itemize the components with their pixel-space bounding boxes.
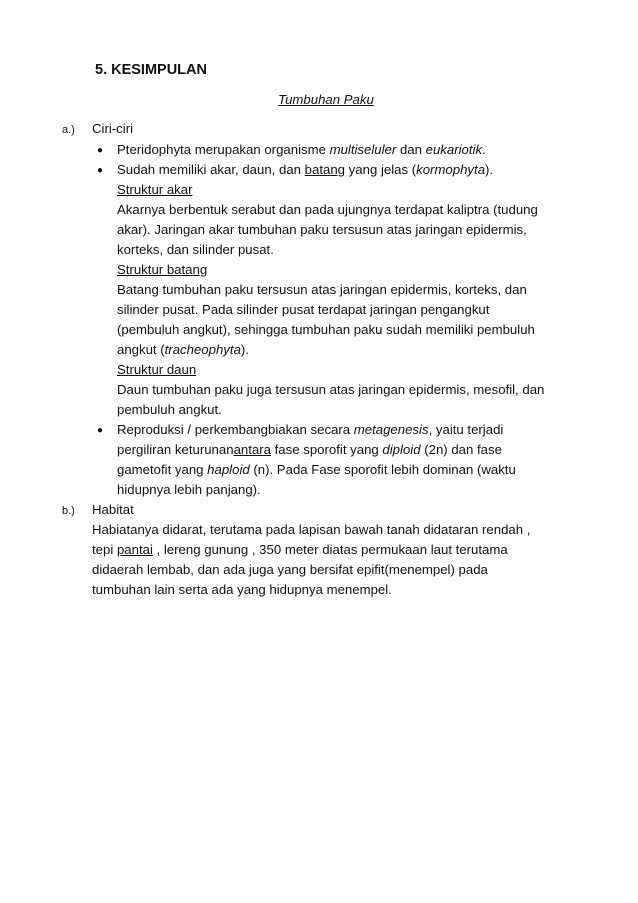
text-run: , yaitu terjadi <box>428 422 504 437</box>
paragraph-line: Habiatanya didarat, terutama pada lapisan bawah tanah didataran rendah , <box>92 522 531 537</box>
paragraph-line: (pembuluh angkut), sehingga tumbuhan paku sudah memiliki pembuluh <box>117 322 535 337</box>
struktur-batang-label: Struktur batang <box>117 262 208 277</box>
italic-term: tracheophyta <box>164 342 241 357</box>
paragraph-line: pembuluh angkut. <box>117 402 222 417</box>
bullet-dot: ● <box>97 145 104 156</box>
text-run: (n). Pada Fase sporofit lebih dominan (waktu <box>249 462 516 477</box>
underlined-term: pantai <box>116 542 153 557</box>
paragraph-line: akar). Jaringan akar tumbuhan paku tersusun atas jaringan epidermis, <box>117 222 527 237</box>
italic-term: eukariotik <box>425 142 483 157</box>
struktur-akar-label: Struktur akar <box>117 182 193 197</box>
underlined-term: batang <box>304 162 346 177</box>
text-run: ). <box>485 162 494 177</box>
bullet-3-line: hidupnya lebih panjang). <box>117 482 261 497</box>
italic-term: kormophyta <box>416 162 486 177</box>
text-run: (2n) dan fase <box>420 442 502 457</box>
italic-term: metagenesis <box>353 422 429 437</box>
paragraph-line <box>117 340 249 360</box>
text-run: Reproduksi / perkembangbiakan secara <box>117 422 354 437</box>
text-run: pergiliran keturunan <box>117 442 234 457</box>
paragraph-line: Akarnya berbentuk serabut dan pada ujungnya terdapat kaliptra (tudung <box>117 202 538 217</box>
bullet-dot: ● <box>97 165 104 176</box>
text-run: angkut ( <box>117 342 165 357</box>
bullet-3-line <box>117 460 516 480</box>
section-a-marker: a.) <box>62 124 75 136</box>
struktur-daun-label: Struktur daun <box>117 362 197 377</box>
section-a-title: Ciri-ciri <box>92 121 134 136</box>
text-run: , lereng gunung , 350 meter diatas permukaan laut terutama <box>152 542 508 557</box>
text-run: . <box>482 142 486 157</box>
section-b-title: Habitat <box>92 502 134 517</box>
bullet-dot: ● <box>97 425 104 436</box>
document-subtitle: Tumbuhan Paku <box>278 92 374 107</box>
text-run: fase sporofit yang <box>270 442 383 457</box>
italic-term: diploid <box>382 442 421 457</box>
bullet-2-text <box>117 160 493 180</box>
paragraph-line: Daun tumbuhan paku juga tersusun atas jaringan epidermis, mesofil, dan <box>117 382 545 397</box>
italic-term: multiseluler <box>329 142 397 157</box>
bullet-1-text <box>117 140 486 160</box>
text-run: yang jelas ( <box>345 162 417 177</box>
text-run: tepi <box>92 542 117 557</box>
underlined-term: antara <box>233 442 271 457</box>
bullet-3-line <box>117 440 502 460</box>
section-heading: 5. KESIMPULAN <box>95 62 207 78</box>
paragraph-line: silinder pusat. Pada silinder pusat terdapat jaringan pengangkut <box>117 302 490 317</box>
text-run: Pteridophyta merupakan organisme <box>117 142 330 157</box>
text-run: dan <box>396 142 426 157</box>
paragraph-line: Batang tumbuhan paku tersusun atas jaringan epidermis, korteks, dan <box>117 282 527 297</box>
bullet-3-line <box>117 420 503 440</box>
paragraph-line: tumbuhan lain serta ada yang hidupnya menempel. <box>92 582 392 597</box>
text-run: gametofit yang <box>117 462 208 477</box>
paragraph-line: didaerah lembab, dan ada juga yang bersifat epifit(menempel) pada <box>92 562 488 577</box>
italic-term: haploid <box>207 462 250 477</box>
text-run: ). <box>240 342 249 357</box>
paragraph-line: korteks, dan silinder pusat. <box>117 242 274 257</box>
text-run: Sudah memiliki akar, daun, dan <box>117 162 305 177</box>
section-b-marker: b.) <box>62 505 75 517</box>
paragraph-line <box>92 540 508 560</box>
